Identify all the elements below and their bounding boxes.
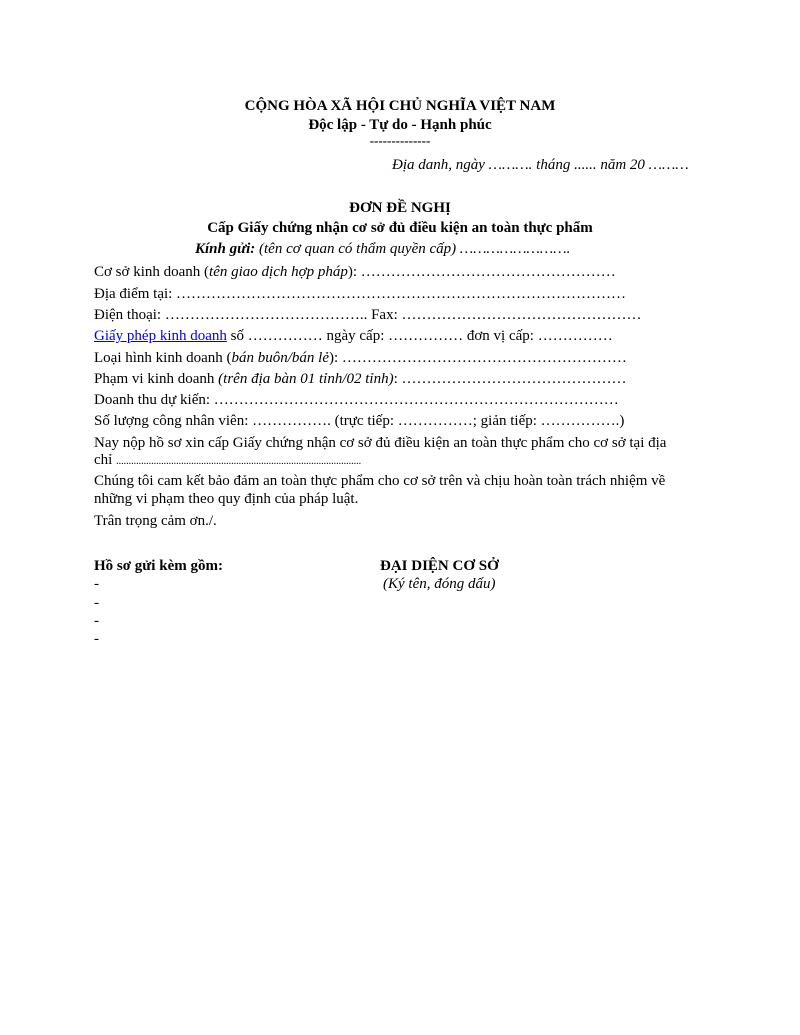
attachment-item: - [94,595,99,611]
recipient-value: (tên cơ quan có thẩm quyền cấp) ……………………. [259,241,571,257]
recipient-label: Kính gửi: [195,241,256,257]
attachments-heading: Hồ sơ gửi kèm gồm: [94,558,223,574]
header-separator: -------------- [369,133,431,148]
address-dots: .................................................................................................. [116,456,362,467]
signature-note: (Ký tên, đóng dấu) [383,576,496,592]
submission-line-2: chỉ .................................................................................................. [94,452,362,468]
revenue-field: Doanh thu dự kiến: ……………………………………………………………………… [94,392,619,408]
place-date: Địa danh, ngày ………. tháng ...... năm 20 ……… [392,157,689,173]
business-type-hint: bán buôn/bán lẻ [231,350,329,366]
business-type-field: Loại hình kinh doanh (bán buôn/bán lẻ): ………………………………………………… [94,350,627,366]
business-license-link[interactable]: Giấy phép kinh doanh [94,328,227,344]
phone-fax-field: Điện thoại: ………………………………….. Fax: ………………………………………… [94,307,642,323]
commitment-line-2: những vi phạm theo quy định của pháp luật. [94,491,359,507]
attachment-item: - [94,631,99,647]
form-subtitle: Cấp Giấy chứng nhận cơ sở đủ điều kiện an toàn thực phẩm [207,220,593,236]
business-name-field: Cơ sở kinh doanh (tên giao dịch hợp pháp): …………………………………………… [94,264,616,280]
business-hint: tên giao dịch hợp pháp [209,264,348,280]
recipient-line [195,241,570,258]
motto: Độc lập - Tự do - Hạnh phúc [308,117,492,133]
signature-heading: ĐẠI DIỆN CƠ SỞ [380,558,499,574]
thanks-line: Trân trọng cảm ơn./. [94,513,217,529]
business-scope-hint: (trên địa bàn 01 tỉnh/02 tỉnh) [218,371,394,387]
workers-field: Số lượng công nhân viên: ……………. (trực tiếp: ……………; giản tiếp: …………….) [94,413,625,429]
submission-line-1: Nay nộp hồ sơ xin cấp Giấy chứng nhận cơ sở đủ điều kiện an toàn thực phẩm cho cơ sở tại địa [94,435,667,451]
license-field: Giấy phép kinh doanh số …………… ngày cấp: …………… đơn vị cấp: …………… [94,328,613,344]
form-title: ĐƠN ĐỀ NGHỊ [349,200,451,216]
attachment-item: - [94,613,99,629]
national-title: CỘNG HÒA XÃ HỘI CHỦ NGHĨA VIỆT NAM [244,98,556,114]
business-scope-field: Phạm vi kinh doanh (trên địa bàn 01 tỉnh/02 tỉnh): ……………………………………… [94,371,627,387]
attachment-item: - [94,576,99,592]
commitment-line-1: Chúng tôi cam kết bảo đảm an toàn thực phẩm cho cơ sở trên và chịu hoàn toàn trách nhiệm về [94,473,666,489]
address-field: Địa điểm tại: ……………………………………………………………………………… [94,286,627,302]
